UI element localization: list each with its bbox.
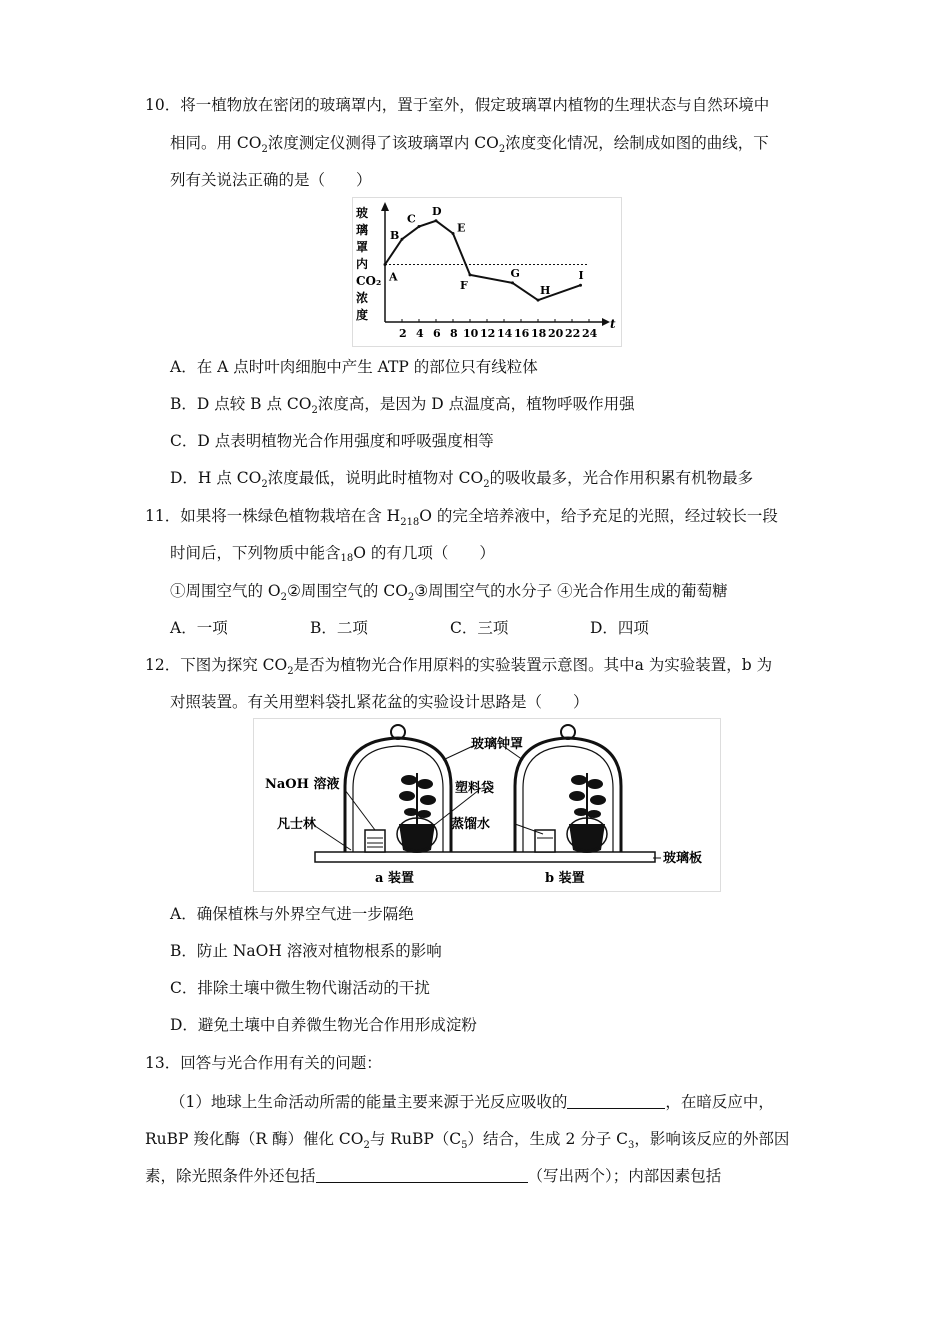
label-naoh: NaOH 溶液: [265, 777, 340, 792]
data-point: [537, 299, 540, 302]
bell-jar-b: [515, 738, 621, 852]
point-label: I: [578, 269, 584, 283]
y-axis-arrow: [381, 202, 389, 211]
glass-plate: [315, 852, 655, 862]
beaker-b: [535, 830, 555, 852]
data-point: [384, 263, 387, 266]
x-tick-label: 18: [531, 327, 547, 340]
bell-jar-a: [345, 738, 451, 852]
x-tick-label: 22: [565, 327, 581, 340]
q10-optb-1: B．D 点较 B 点 CO: [170, 395, 312, 413]
ylabel-char: 浓: [356, 291, 369, 305]
q10-optd-3: 的吸收最多，光合作用积累有机物最多: [489, 469, 754, 487]
q12-line1: [145, 655, 772, 682]
leaf-b5: [574, 808, 588, 816]
x-tick-label: 2: [399, 327, 407, 340]
q13-number: 13．: [145, 1054, 181, 1072]
leaf-a1: [401, 775, 417, 785]
q11-items: [170, 581, 728, 608]
co2-chart-svg: [352, 197, 622, 347]
q10-optd-sub2: 2: [483, 479, 490, 490]
q11-item2: ②周围空气的 CO: [287, 582, 408, 600]
q11-option-a: A．一项: [170, 619, 228, 637]
q13-p2a: RuBP 羧化酶（R 酶）催化 CO: [145, 1130, 364, 1148]
q10-text2b: 浓度测定仪测得了该玻璃罩内 CO: [267, 134, 499, 152]
q10-option-d: [170, 468, 753, 495]
q10-optd-1: D．H 点 CO: [170, 469, 262, 487]
leaf-a6: [417, 810, 431, 818]
q10-text1: 将一植物放在密闭的玻璃罩内，置于室外，假定玻璃罩内植物的生理状态与自然环境中: [180, 96, 770, 114]
q13-p3a: 素，除光照条件外还包括: [145, 1167, 316, 1185]
ylabel-char: 内: [356, 257, 369, 271]
x-tick-label: 24: [582, 327, 598, 340]
point-label: A: [389, 270, 398, 284]
leader-naoh: [345, 790, 375, 830]
label-b-apparatus: b 装置: [545, 871, 585, 886]
q11-line2: [170, 543, 495, 569]
leaf-b4: [590, 795, 606, 805]
q10-optd-2: 浓度最低，说明此时植物对 CO: [267, 469, 484, 487]
label-bag: 塑料袋: [455, 781, 495, 796]
q10-option-a: A．在 A 点时叶肉细胞中产生 ATP 的部位只有线粒体: [170, 358, 538, 376]
q12-text1a: 下图为探究 CO: [180, 656, 288, 674]
q13-p2c: ）结合，生成 2 分子 C: [467, 1130, 629, 1148]
q10-option-b: [170, 394, 635, 421]
q12-option-c: C．排除土壤中微生物代谢活动的干扰: [170, 979, 430, 997]
label-plate: 玻璃板: [663, 851, 703, 866]
leaf-a5: [404, 808, 418, 816]
x-axis-label: t: [610, 317, 616, 331]
co2-chart: [352, 197, 622, 347]
leaf-a2: [417, 779, 433, 789]
q13-p1: [170, 1092, 774, 1112]
q12-option-d: D．避免土壤中自养微生物光合作用形成淀粉: [170, 1016, 477, 1034]
q11-item4: ④光合作用生成的葡萄糖: [557, 582, 728, 600]
x-tick-label: 14: [497, 327, 513, 340]
q13-p1b: ，在暗反应中，: [665, 1093, 774, 1111]
q13-p2: [145, 1129, 789, 1156]
q13-blank1[interactable]: [567, 1094, 665, 1109]
ylabel-char: 玻: [356, 206, 369, 220]
point-label: H: [540, 284, 551, 298]
q11-option-c: C．三项: [450, 619, 509, 637]
q11-item2-sub: 2: [407, 592, 415, 603]
leaf-a4: [420, 795, 436, 805]
q10-optd-sub1: 2: [261, 479, 268, 490]
leaf-b1: [571, 775, 587, 785]
q13-p3: [145, 1166, 721, 1186]
data-point: [511, 281, 514, 284]
q11-option-d: D．四项: [590, 619, 649, 637]
data-point: [401, 238, 404, 241]
leaf-b6: [587, 810, 601, 818]
q13-blank2[interactable]: [316, 1168, 528, 1183]
q11-sub-18: 18: [406, 517, 420, 528]
leader-bell: [443, 746, 473, 760]
ylabel-char: CO₂: [356, 274, 382, 288]
q13-title-line: [145, 1053, 382, 1073]
data-point: [435, 219, 438, 222]
q12-sub: 2: [287, 666, 294, 677]
q11-text2b: O 的有几项（ ）: [353, 544, 495, 562]
point-label: E: [457, 221, 466, 235]
q13-sub5: 5: [461, 1140, 468, 1151]
q11-number: 11．: [145, 507, 181, 525]
ylabel-char: 度: [356, 308, 369, 322]
point-label: B: [390, 229, 400, 243]
q10-number: 10．: [145, 96, 181, 114]
x-tick-label: 12: [480, 327, 496, 340]
label-vaseline: 凡士林: [277, 817, 317, 832]
q11-text2a: 时间后，下列物质中能含: [170, 544, 341, 562]
q11-item1: ①周围空气的 O: [170, 582, 281, 600]
q10-text2a: 相同。用 CO: [170, 134, 262, 152]
point-label: G: [510, 266, 520, 280]
q11-line1: [145, 506, 778, 533]
apparatus-figure: [253, 718, 721, 892]
x-tick-label: 4: [416, 327, 424, 340]
q13-sub3: 3: [628, 1140, 635, 1151]
x-tick-label: 20: [548, 327, 564, 340]
data-point: [418, 225, 421, 228]
q10-optb-2: 浓度高，是因为 D 点温度高，植物呼吸作用强: [317, 395, 635, 413]
q11-text1a: 如果将一株绿色植物栽培在含 H: [180, 507, 401, 525]
q13-p2b: 与 RuBP（C: [369, 1130, 462, 1148]
q13-p3b: （写出两个）；内部因素包括: [527, 1167, 722, 1185]
q11-item3: ③周围空气的水分子: [414, 582, 553, 600]
q11-sub-h: 2: [400, 517, 407, 528]
x-tick-label: 8: [450, 327, 458, 340]
q10-line1: [145, 95, 769, 115]
q12-text1b: 是否为植物光合作用原料的实验装置示意图。其中a 为实验装置，b 为: [293, 656, 773, 674]
q10-text2c: 浓度变化情况，绘制成如图的曲线，下: [505, 134, 769, 152]
x-tick-label: 10: [463, 327, 479, 340]
ylabel-char: 罩: [356, 240, 369, 254]
q11-sup-18: 18: [340, 553, 354, 564]
q12-number: 12．: [145, 656, 181, 674]
q13-sub2: 2: [363, 1140, 370, 1151]
leaf-b3: [569, 791, 585, 801]
q10-line3: 列有关说法正确的是（ ）: [170, 171, 372, 189]
q10-optb-sub: 2: [311, 405, 318, 416]
leaf-b2: [587, 779, 603, 789]
q12-line2: 对照装置。有关用塑料袋扎紧花盆的实验设计思路是（ ）: [170, 693, 589, 711]
data-point: [469, 273, 472, 276]
q10-option-c: C．D 点表明植物光合作用强度和呼吸强度相等: [170, 432, 494, 450]
q13-p2d: ，影响该反应的外部因: [634, 1130, 790, 1148]
co2-curve: [385, 221, 581, 300]
q10-sub-a: 2: [261, 144, 268, 155]
point-label: C: [407, 212, 416, 226]
q10-line2: [170, 133, 769, 160]
x-tick-label: 6: [433, 327, 441, 340]
q13-p1a: （1）地球上生命活动所需的能量主要来源于光反应吸收的: [170, 1093, 568, 1111]
label-water: 蒸馏水: [451, 817, 491, 832]
data-point: [579, 284, 582, 287]
leader-water: [515, 824, 543, 834]
point-label: F: [460, 278, 468, 292]
x-tick-label: 16: [514, 327, 530, 340]
q13-title: 回答与光合作用有关的问题：: [180, 1054, 382, 1072]
q11-text1b: O 的完全培养液中，给予充足的光照，经过较长一段: [419, 507, 778, 525]
q11-item1-sub: 2: [280, 592, 288, 603]
ylabel-char: 璃: [356, 223, 369, 237]
leaf-a3: [399, 791, 415, 801]
pot-a: [399, 824, 435, 853]
q10-sub-b: 2: [498, 144, 506, 155]
beaker-a: [365, 830, 385, 852]
x-axis-arrow: [602, 318, 610, 326]
pot-b: [569, 824, 605, 853]
label-a-apparatus: a 装置: [375, 871, 414, 886]
data-point: [452, 232, 455, 235]
point-label: D: [432, 204, 442, 218]
apparatus-svg: [253, 718, 721, 892]
q11-option-b: B．二项: [310, 619, 368, 637]
q12-option-a: A．确保植株与外界空气进一步隔绝: [170, 905, 414, 923]
label-bell: 玻璃钟罩: [471, 737, 524, 752]
q12-option-b: B．防止 NaOH 溶液对植物根系的影响: [170, 942, 442, 960]
